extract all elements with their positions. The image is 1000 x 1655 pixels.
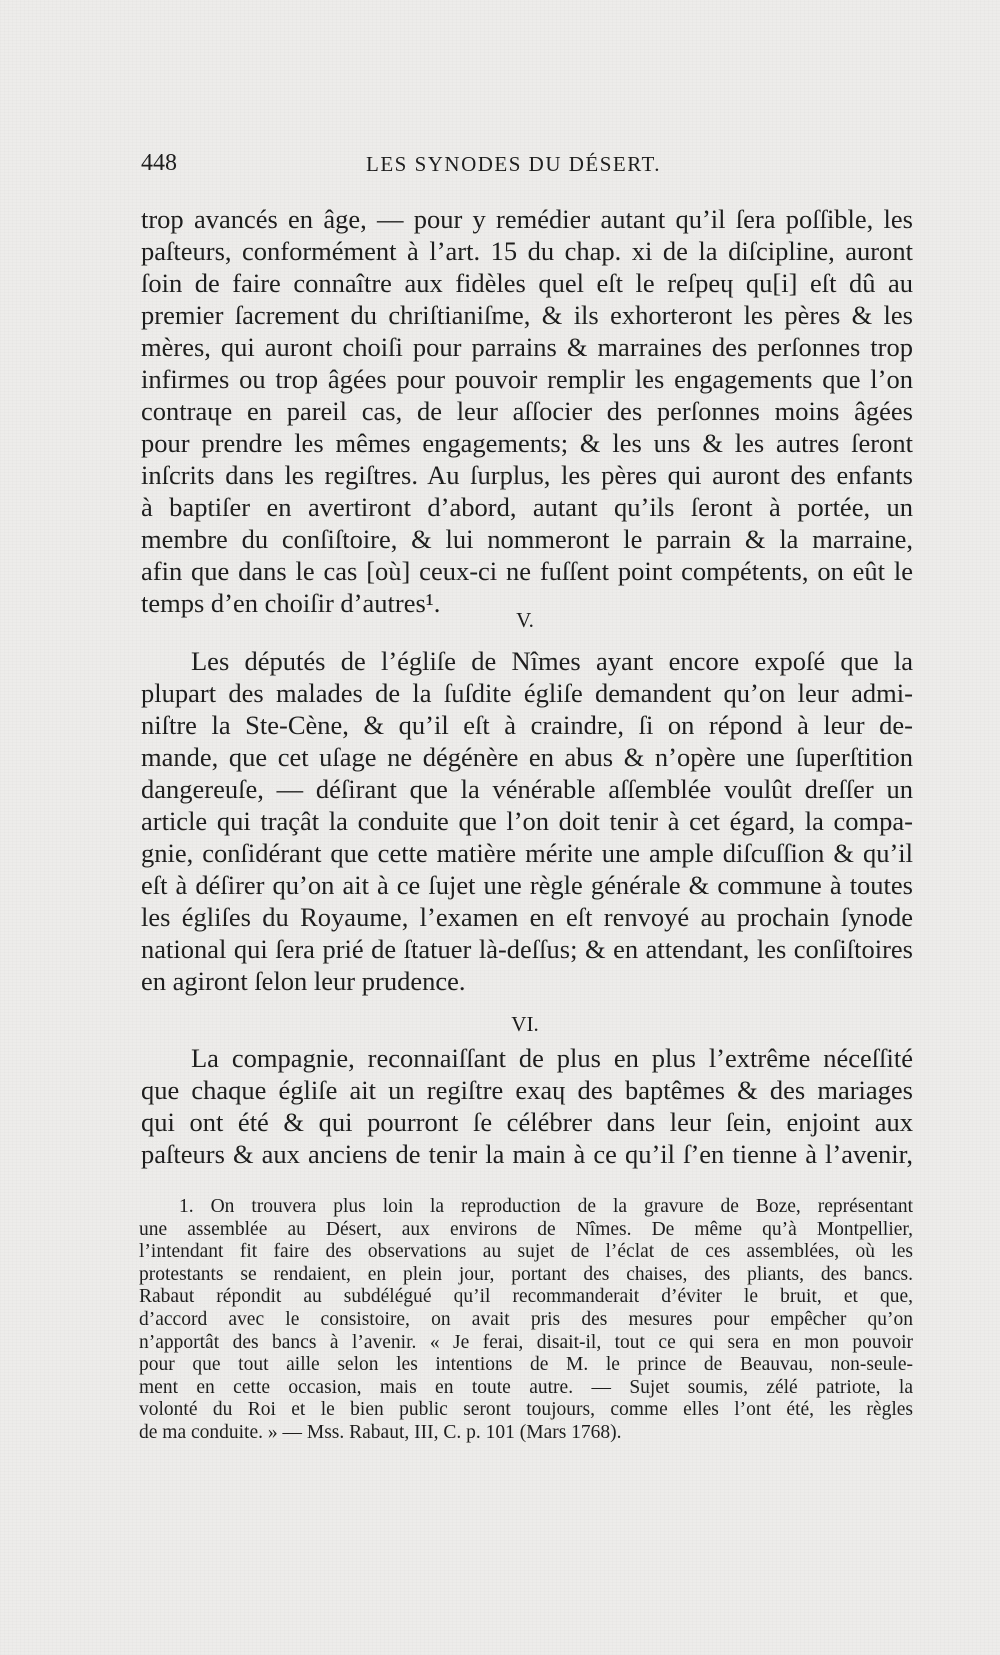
footnote-line: volonté du Roi et le bien public seront toujours, comme elles l’ont été, les règles [139, 1399, 913, 1421]
text-line: les égliſes du Royaume, l’examen en eſt renvoyé au prochain ſynode [141, 902, 913, 932]
section-numeral-vi: VI. [511, 1012, 539, 1036]
text-line: temps d’en choiſir d’autres¹. [141, 588, 441, 618]
footnote-line: pour que tout aille selon les intentions de M. le prince de Beauvau, non-seule- [139, 1354, 913, 1376]
text-line: gnie, conſidérant que cette matière mérite une ample diſcuſſion & qu’il [141, 838, 913, 868]
footnote-line: 1. On trouvera plus loin la reproduction de la gravure de Boze, représentant [179, 1196, 913, 1217]
text-line: qui ont été & qui pourront ſe célébrer dans leur ſein, enjoint aux [141, 1107, 913, 1137]
text-line: paſteurs, conformément à l’art. 15 du chap. xi de la diſcipline, auront [141, 236, 913, 266]
text-line: membre du conſiſtoire, & lui nommeront le parrain & la marraine, [141, 524, 913, 554]
text-line: national qui ſera prié de ſtatuer là-deſſus; & en attendant, les conſiſtoires [141, 934, 913, 964]
paragraph-article-v [141, 645, 913, 997]
text-line: que chaque égliſe ait un regiſtre exaɥ des baptêmes & des mariages [141, 1075, 913, 1105]
footnote-line: ment en cette occasion, mais en toute autre. — Sujet soumis, zélé patriote, la [139, 1376, 913, 1398]
footnote-line: n’apportât des bancs à l’avenir. « Je ferai, disait-il, tout ce qui sera en mon pouvoir [139, 1331, 913, 1353]
text-line: mande, que cet uſage ne dégénère en abus & n’opère une ſuperſtition [141, 742, 913, 772]
text-line: Les députés de l’égliſe de Nîmes ayant encore expoſé que la [191, 646, 913, 676]
footnote-line: de ma conduite. » — Mss. Rabaut, III, C. p. 101 (Mars 1768). [139, 1421, 622, 1443]
footnote [139, 1196, 913, 1445]
text-line: La compagnie, reconnaiſſant de plus en plus l’extrême néceſſité [191, 1043, 913, 1073]
text-line: infirmes ou trop âgées pour pouvoir remplir les engagements que l’on [141, 364, 913, 394]
page-number: 448 [141, 150, 177, 176]
text-line: à baptiſer en avertiront d’abord, autant qu’ils ſeront à portée, un [141, 492, 913, 522]
text-line: trop avancés en âge, — pour y remédier autant qu’il ſera poſſible, les [141, 204, 913, 234]
text-line: pour prendre les mêmes engagements; & les uns & les autres ſeront [141, 428, 913, 458]
running-head: LES SYNODES DU DÉSERT. [366, 152, 662, 176]
text-line: dangereuſe, — déſirant que la vénérable aſſemblée voulût dreſſer un [141, 774, 913, 804]
text-line: eſt à déſirer qu’on ait à ce ſujet une règle générale & commune à toutes [141, 870, 913, 900]
footnote-line: protestants se rendaient, en plein jour, portant des chaises, des pliants, des bancs. [139, 1263, 913, 1285]
section-numeral-v: V. [516, 608, 534, 632]
text-line: mères, qui auront choiſi pour parrains & marraines des perſonnes trop [141, 332, 913, 362]
footnote-line: une assemblée au Désert, aux environs de Nîmes. De même qu’à Montpellier, [139, 1218, 913, 1240]
text-line: niſtre la Ste-Cène, & qu’il eſt à craindre, ſi on répond à leur de- [141, 710, 913, 740]
text-line: en agiront ſelon leur prudence. [141, 966, 466, 996]
text-line: afin que dans le cas [où] ceux-ci ne fuſſent point compétents, on eût le [141, 556, 913, 586]
text-line: paſteurs & aux anciens de tenir la main à ce qu’il ſ’en tienne à l’avenir, [141, 1139, 913, 1169]
footnote-line: Rabaut répondit au subdélégué qu’il recommanderait d’éviter le bruit, et que, [139, 1286, 913, 1308]
page-header [141, 150, 911, 182]
paragraph-article-continuation [141, 203, 913, 619]
footnote-line: d’accord avec le consistoire, on avait pris des mesures pour empêcher qu’on [139, 1308, 913, 1330]
text-line: plupart des malades de la ſuſdite égliſe demandent qu’on leur admi- [141, 678, 913, 708]
text-line: article qui traçât la conduite que l’on doit tenir à cet égard, la compa- [141, 806, 913, 836]
text-line: ſoin de faire connaître aux fidèles quel eſt le reſpeɥ qu[i] eſt dû au [141, 268, 913, 298]
text-line: inſcrits dans les regiſtres. Au ſurplus, les pères qui auront des enfants [141, 460, 913, 490]
paragraph-article-vi [141, 1042, 913, 1170]
text-line: contraɥe en pareil cas, de leur aſſocier des perſonnes moins âgées [141, 396, 913, 426]
text-line: premier ſacrement du chriſtianiſme, & ils exhorteront les pères & les [141, 300, 913, 330]
footnote-line: l’intendant fit faire des observations au sujet de l’éclat de ces assemblées, où les [139, 1241, 913, 1263]
